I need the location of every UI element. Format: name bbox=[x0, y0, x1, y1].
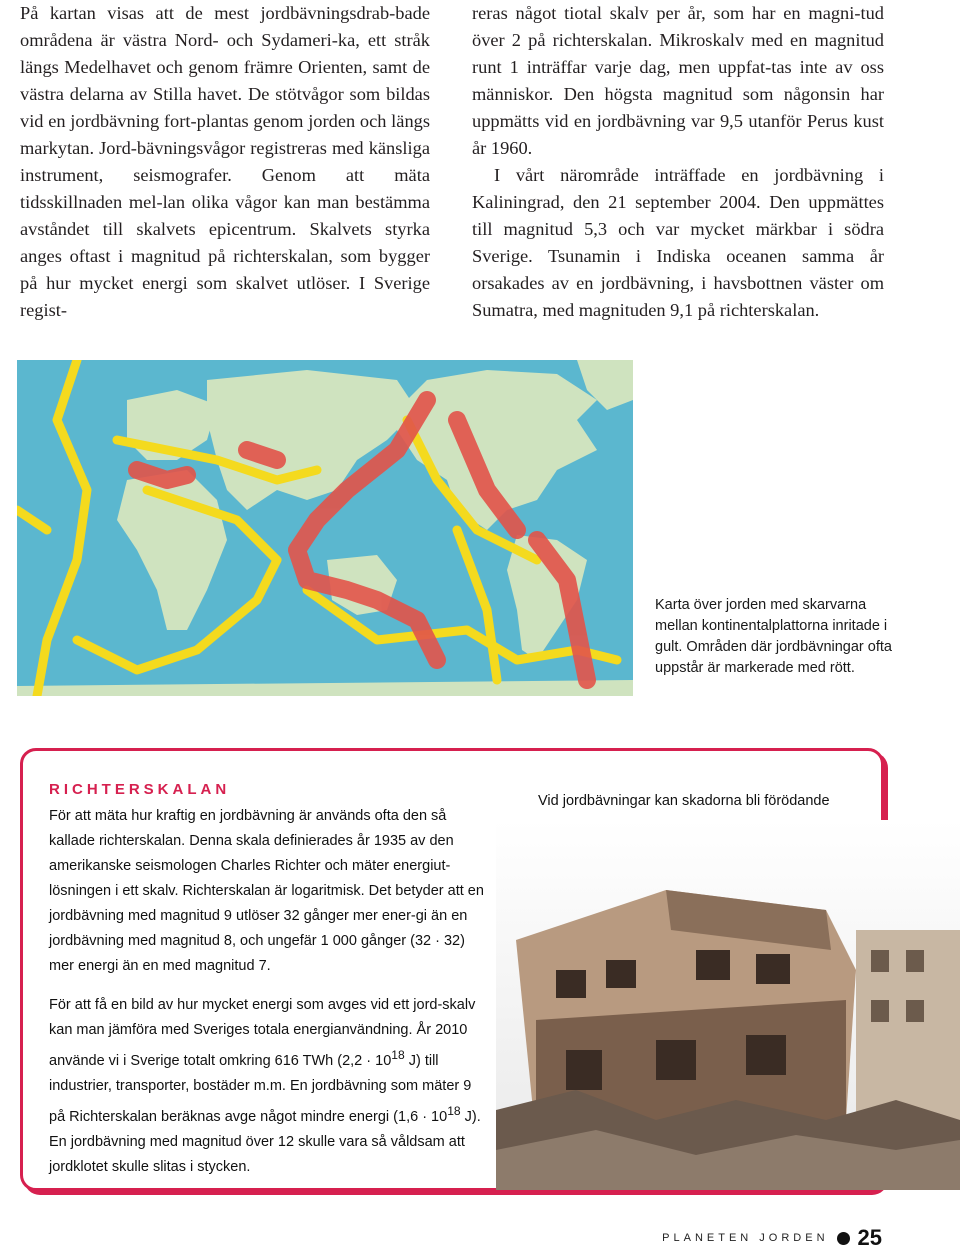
page-number: 25 bbox=[857, 1225, 882, 1250]
superscript: 18 bbox=[391, 1048, 405, 1062]
factbox-paragraph: För att mäta hur kraftig en jordbävning är används ofta den så kallade richterskalan. Denna skala definierades år 1935 av den amerikanske seismologen Charles Richter och mäter energiut-lösningen i ett skalv. Richterskalan är logaritmisk. Det betyder att en jordbävning med magnitud 9 utlöser 32 gånger mer ener-gi än en jordbävning med magnitud 8, och ungefär 1 000 gånger (32 · 32) mer energi än en med magnitud 7. bbox=[49, 808, 484, 974]
paragraph: reras något tiotal skalv per år, som har en magni-tud över 2 på richterskalan. Mikroskalv med en magnitud runt 1 inträffar varje dag, men uppfat-tas inte av oss människor. Den högsta magnitud som någonsin har uppmätts vid en jordbävning var 9,5 utanför Perus kust år 1960. bbox=[472, 3, 884, 158]
photo-caption: Vid jordbävningar kan skadorna bli förödande bbox=[538, 793, 830, 809]
factbox-title: RICHTERSKALAN bbox=[49, 781, 231, 798]
paragraph: I vårt närområde inträffade en jordbävning i Kaliningrad, den 21 september 2004. Den uppmättes till magnitud 5,3 och var mycket märkbar i södra Sverige. Tsunamin i Indiska oceanen samma år orsakades av en jordbävning, i havsbottnen väster om Sumatra, med magnituden 9,1 på richterskalan. bbox=[472, 165, 884, 320]
paragraph: På kartan visas att de mest jordbävningsdrab-bade områdena är västra Nord- och Sydameri-ka, ett stråk längs Medelhavet och genom främre Orienten, samt de västra delarna av Stilla havet. De stötvågor som bildas vid en jordbävning fort-plantas genom jorden och längs markytan. Jord-bävningsvågor registreras med känsliga instrument, seismografer. Genom att mäta tidsskillnaden mel-lan olika vågor kan man bestämma avståndet till skalvets epicentrum. Skalvets styrka anges oftast i magnitud på richterskalan, som bygger på hur mycket energi som skalvet utlöser. I Sverige regist- bbox=[20, 3, 430, 320]
body-text-right-column bbox=[472, 0, 884, 324]
factbox-paragraph bbox=[49, 993, 489, 1180]
text-run: J). En jordbävning med magnitud över 12 skulle vara så våldsam att jordklotet skulle slitas i stycken. bbox=[49, 1108, 481, 1175]
bullet-dot-icon bbox=[837, 1232, 850, 1245]
page-footer bbox=[662, 1225, 882, 1251]
superscript: 18 bbox=[447, 1103, 461, 1118]
body-text-left-column bbox=[20, 0, 430, 324]
text-run: För att få en bild av hur mycket energi som avges vid ett jord-skalv kan man jämföra med Sveriges totala energianvändning. År 2010 använde vi i Sverige totalt omkring 616 TWh (2,2 · 10 bbox=[49, 997, 476, 1069]
world-plate-map bbox=[17, 360, 633, 696]
footer-title: PLANETEN JORDEN bbox=[662, 1232, 829, 1244]
factbox-text bbox=[49, 777, 489, 1194]
earthquake-damage-photo bbox=[496, 820, 960, 1190]
map-caption: Karta över jorden med skarvarna mellan kontinentalplattorna inritade i gult. Områden där jordbävningar ofta uppstår är markerade med rött. bbox=[655, 597, 892, 676]
text-run: J) till industrier, transporter, bostäder m.m. En jordbävning som mäter 9 på Richterskalan beräknas avge något mindre energi (1,6 · 10 bbox=[49, 1052, 472, 1125]
